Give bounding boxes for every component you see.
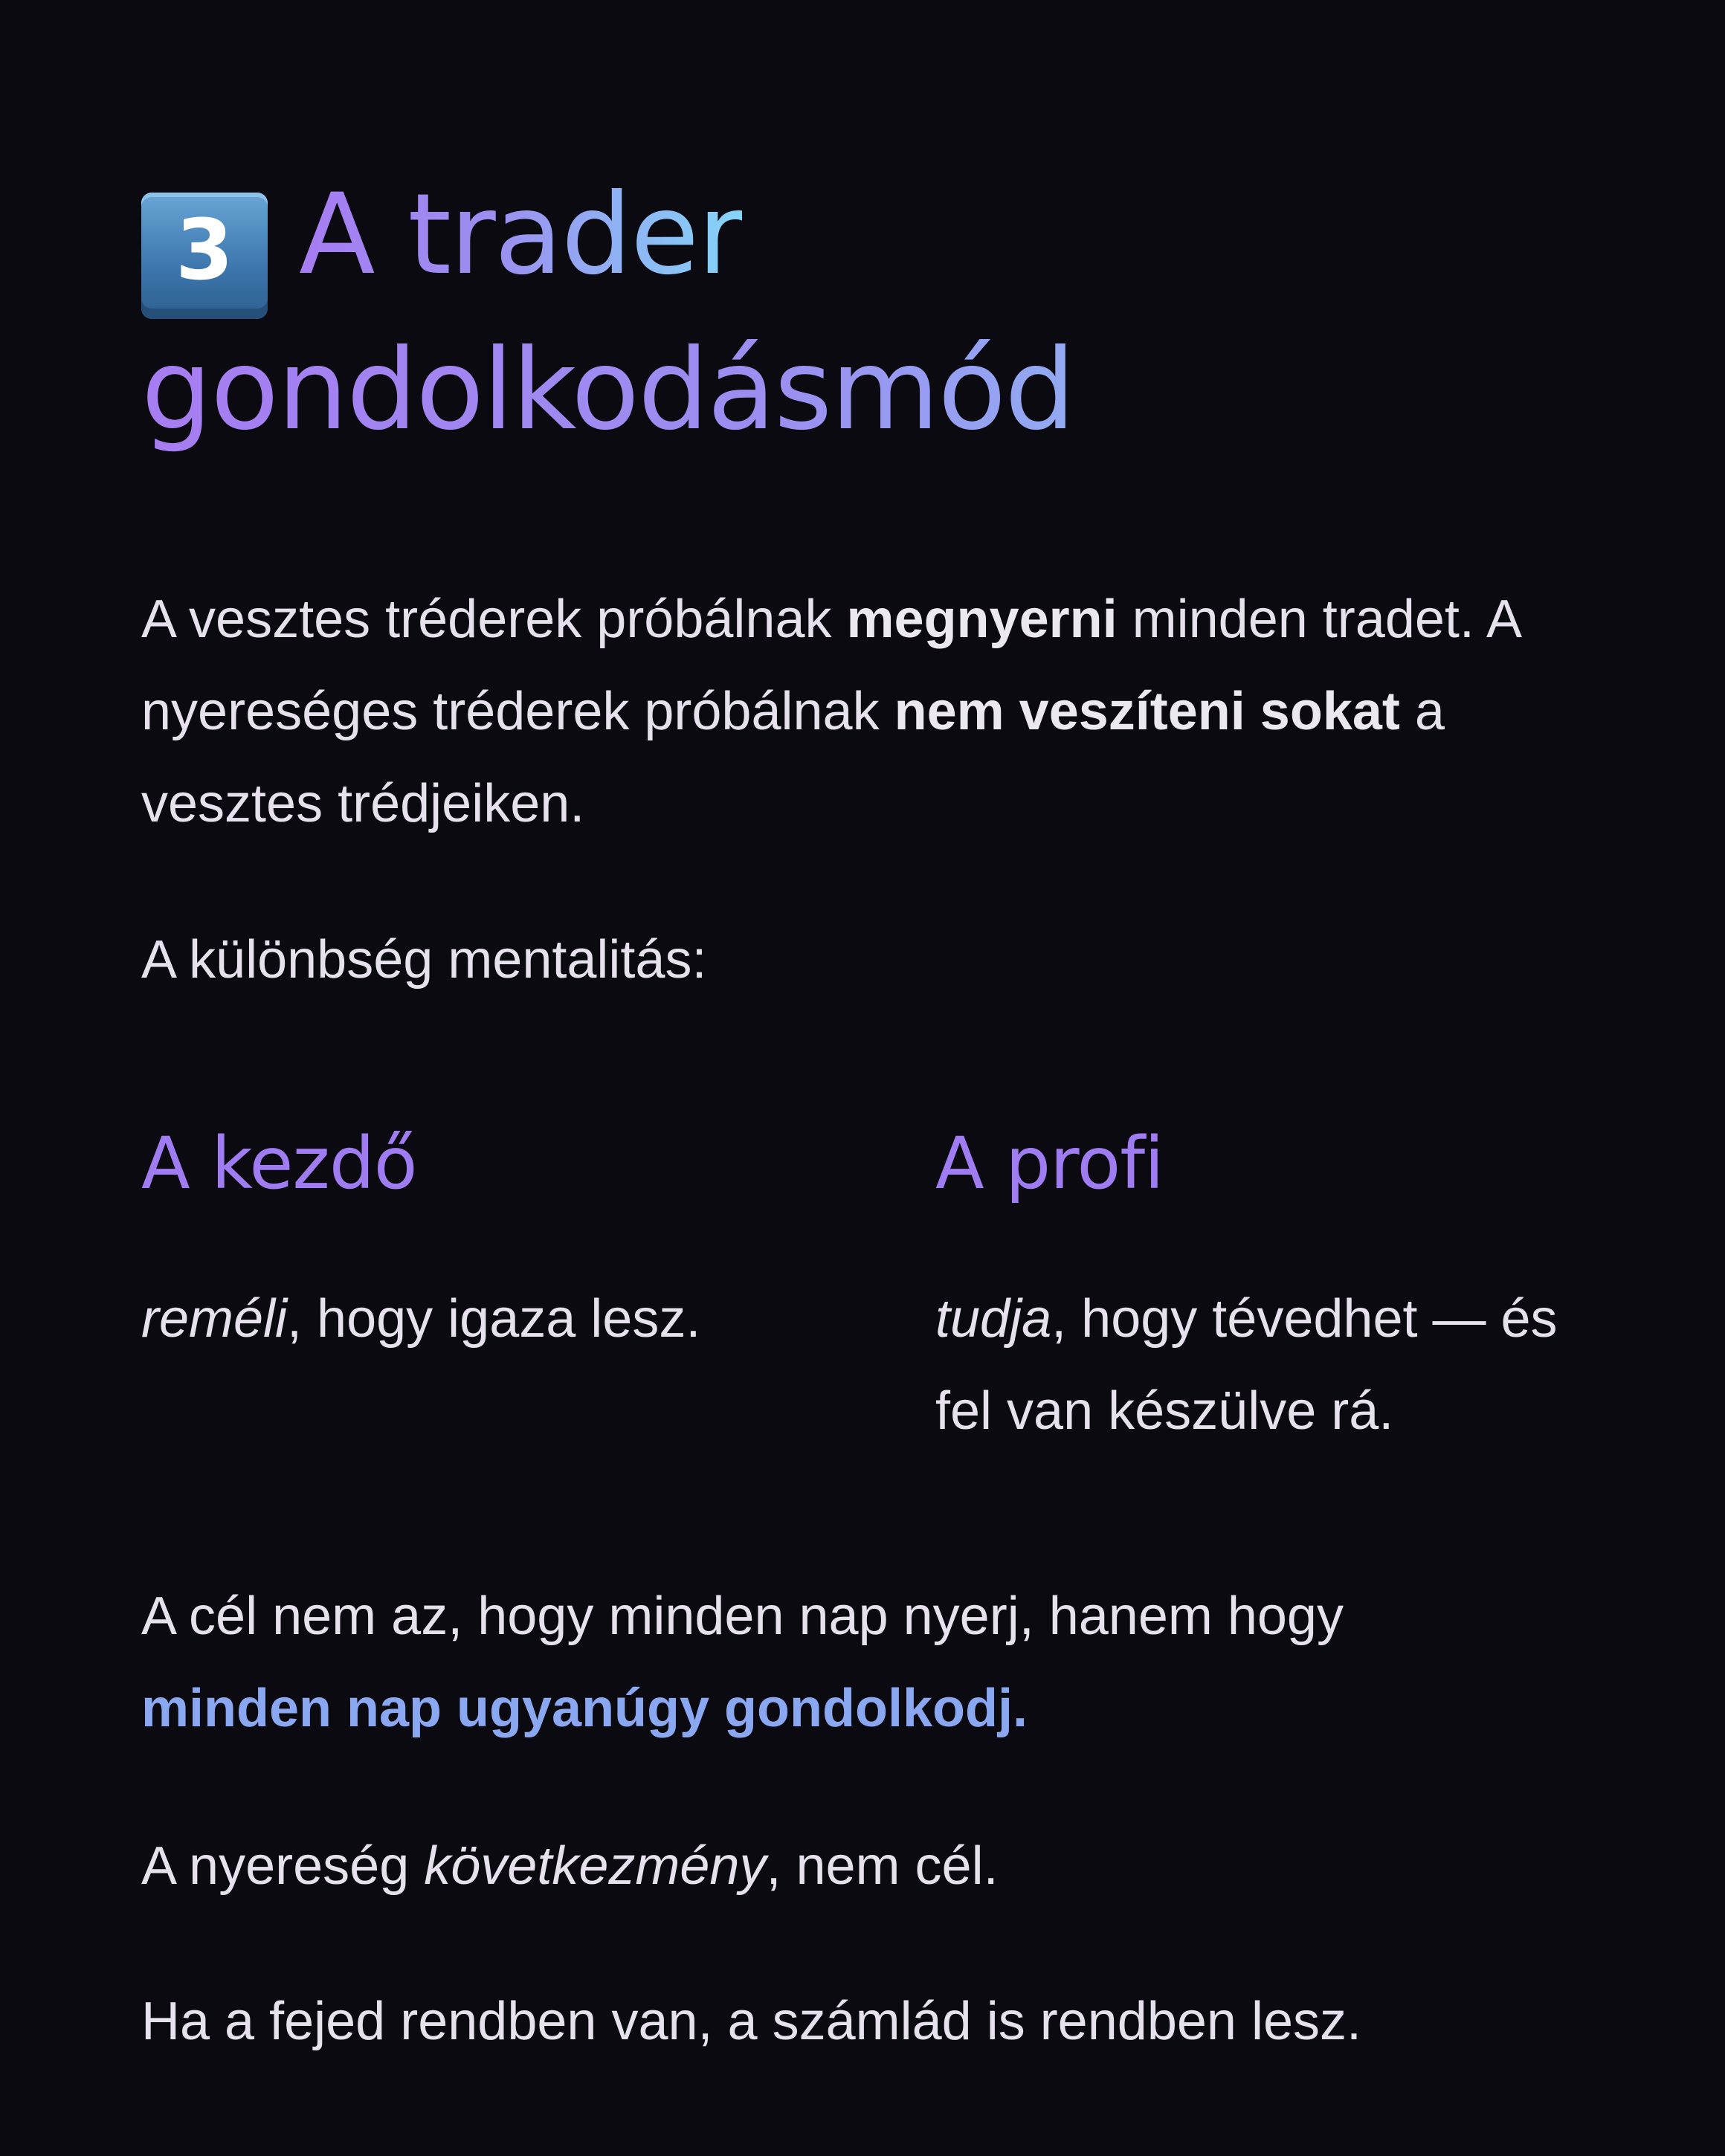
- beginner-verb: reméli: [141, 1289, 288, 1349]
- pro-verb: tudja: [935, 1289, 1052, 1349]
- intro-bold-2: nem veszíteni sokat: [894, 682, 1400, 741]
- intro-text-2: minden tradet. A nyereséges tréderek próbálnak: [141, 590, 1519, 741]
- profit-paragraph: [141, 1820, 1524, 1912]
- title-line-2: gondolkodásmód: [141, 319, 1554, 462]
- goal-text: A cél nem az, hogy minden nap nyerj, hanem hogy: [141, 1587, 1344, 1646]
- beginner-rest: , hogy igaza lesz.: [287, 1289, 701, 1349]
- beginner-heading: A kezdő: [141, 1122, 417, 1205]
- keycap-number-icon: 3: [141, 193, 268, 319]
- profit-after: , nem cél.: [766, 1836, 999, 1896]
- profit-before: A nyereség: [141, 1836, 425, 1896]
- page-title: [141, 164, 1554, 462]
- pro-rest: , hogy tévedhet — és fel van készülve rá.: [935, 1289, 1558, 1441]
- intro-text-3: a vesztes trédjeiken.: [141, 682, 1445, 833]
- title-line-1: [141, 164, 1554, 319]
- pro-text: [935, 1273, 1590, 1457]
- profit-italic: következmény: [424, 1836, 767, 1896]
- intro-bold-1: megnyerni: [846, 590, 1118, 649]
- pro-heading: A profi: [935, 1122, 1164, 1205]
- intro-paragraph: [141, 573, 1524, 850]
- intro-text-1: A vesztes tréderek próbálnak: [141, 590, 847, 649]
- closing-line: Ha a fejed rendben van, a számlád is rendben lesz.: [141, 1992, 1361, 2051]
- difference-label: A különbség mentalitás:: [141, 930, 707, 990]
- beginner-text: [141, 1273, 855, 1365]
- goal-highlight: minden nap ugyanúgy gondolkodj.: [141, 1679, 1028, 1738]
- title-text-1: A trader: [299, 170, 742, 300]
- goal-paragraph: [141, 1570, 1524, 1755]
